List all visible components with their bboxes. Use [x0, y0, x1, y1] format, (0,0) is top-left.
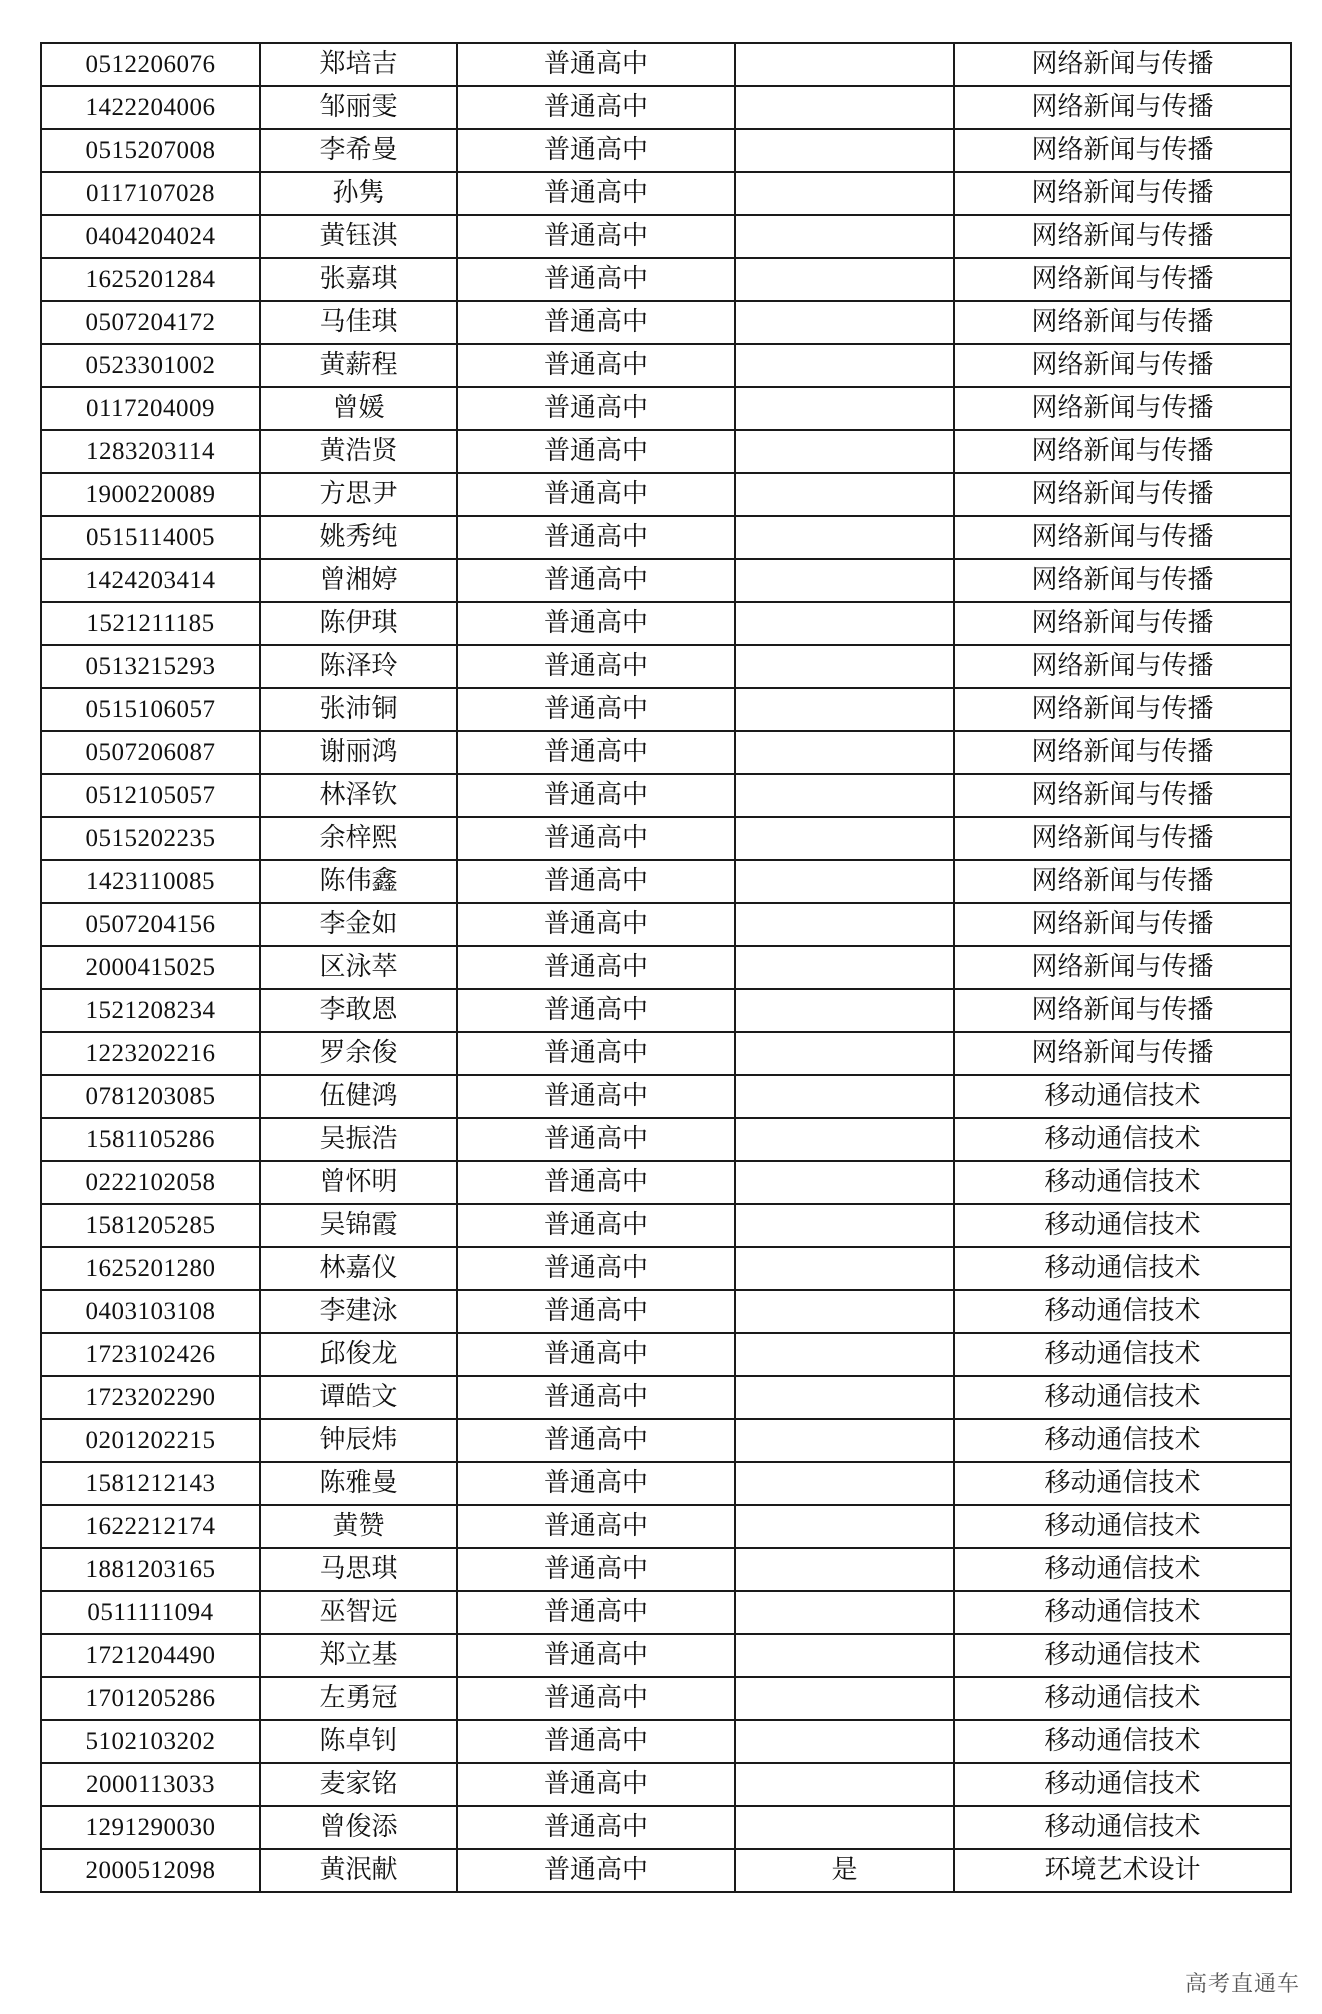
- major-cell: 网络新闻与传播: [954, 473, 1291, 516]
- school-type-cell: 普通高中: [457, 1333, 735, 1376]
- flag-cell: [735, 559, 954, 602]
- exam-number-cell: 2000415025: [41, 946, 260, 989]
- major-cell: 移动通信技术: [954, 1763, 1291, 1806]
- school-type-cell: 普通高中: [457, 473, 735, 516]
- exam-number-cell: 0512206076: [41, 43, 260, 86]
- exam-number-cell: 1423110085: [41, 860, 260, 903]
- table-row: [41, 129, 1291, 172]
- table-row: [41, 645, 1291, 688]
- exam-number-cell: 2000512098: [41, 1849, 260, 1892]
- table-row: [41, 559, 1291, 602]
- student-name-cell: 陈卓钊: [260, 1720, 457, 1763]
- school-type-cell: 普通高中: [457, 1505, 735, 1548]
- flag-cell: [735, 1032, 954, 1075]
- school-type-cell: 普通高中: [457, 731, 735, 774]
- table-row: [41, 258, 1291, 301]
- table-row: [41, 516, 1291, 559]
- exam-number-cell: 0511111094: [41, 1591, 260, 1634]
- table-row: [41, 1032, 1291, 1075]
- student-name-cell: 郑培吉: [260, 43, 457, 86]
- major-cell: 网络新闻与传播: [954, 989, 1291, 1032]
- flag-cell: [735, 602, 954, 645]
- student-name-cell: 巫智远: [260, 1591, 457, 1634]
- table-row: [41, 344, 1291, 387]
- flag-cell: [735, 387, 954, 430]
- school-type-cell: 普通高中: [457, 1032, 735, 1075]
- school-type-cell: 普通高中: [457, 645, 735, 688]
- school-type-cell: 普通高中: [457, 1204, 735, 1247]
- flag-cell: [735, 1419, 954, 1462]
- exam-number-cell: 1625201280: [41, 1247, 260, 1290]
- student-name-cell: 姚秀纯: [260, 516, 457, 559]
- major-cell: 网络新闻与传播: [954, 774, 1291, 817]
- exam-number-cell: 1723202290: [41, 1376, 260, 1419]
- school-type-cell: 普通高中: [457, 1591, 735, 1634]
- major-cell: 网络新闻与传播: [954, 946, 1291, 989]
- table-row: [41, 1247, 1291, 1290]
- table-row: [41, 215, 1291, 258]
- table-row: [41, 1763, 1291, 1806]
- school-type-cell: 普通高中: [457, 86, 735, 129]
- flag-cell: [735, 430, 954, 473]
- flag-cell: [735, 1333, 954, 1376]
- flag-cell: [735, 1247, 954, 1290]
- table-row: [41, 1548, 1291, 1591]
- table-row: [41, 473, 1291, 516]
- flag-cell: [735, 946, 954, 989]
- table-row: [41, 172, 1291, 215]
- flag-cell: [735, 817, 954, 860]
- major-cell: 网络新闻与传播: [954, 559, 1291, 602]
- flag-cell: 是: [735, 1849, 954, 1892]
- flag-cell: [735, 645, 954, 688]
- school-type-cell: 普通高中: [457, 946, 735, 989]
- major-cell: 移动通信技术: [954, 1204, 1291, 1247]
- table-row: [41, 989, 1291, 1032]
- exam-number-cell: 1581105286: [41, 1118, 260, 1161]
- student-name-cell: 曾怀明: [260, 1161, 457, 1204]
- flag-cell: [735, 473, 954, 516]
- student-name-cell: 陈伊琪: [260, 602, 457, 645]
- school-type-cell: 普通高中: [457, 602, 735, 645]
- table-row: [41, 1204, 1291, 1247]
- major-cell: 网络新闻与传播: [954, 172, 1291, 215]
- student-name-cell: 陈伟鑫: [260, 860, 457, 903]
- major-cell: 网络新闻与传播: [954, 516, 1291, 559]
- major-cell: 网络新闻与传播: [954, 301, 1291, 344]
- exam-number-cell: 0515114005: [41, 516, 260, 559]
- table-row: [41, 688, 1291, 731]
- major-cell: 网络新闻与传播: [954, 602, 1291, 645]
- table-row: [41, 1591, 1291, 1634]
- major-cell: 网络新闻与传播: [954, 903, 1291, 946]
- flag-cell: [735, 1763, 954, 1806]
- table-row: [41, 1161, 1291, 1204]
- student-name-cell: 张沛铜: [260, 688, 457, 731]
- flag-cell: [735, 1376, 954, 1419]
- flag-cell: [735, 1118, 954, 1161]
- major-cell: 网络新闻与传播: [954, 1032, 1291, 1075]
- flag-cell: [735, 731, 954, 774]
- school-type-cell: 普通高中: [457, 1247, 735, 1290]
- student-name-cell: 黄钰淇: [260, 215, 457, 258]
- school-type-cell: 普通高中: [457, 215, 735, 258]
- table-row: [41, 430, 1291, 473]
- major-cell: 移动通信技术: [954, 1247, 1291, 1290]
- major-cell: 网络新闻与传播: [954, 86, 1291, 129]
- school-type-cell: 普通高中: [457, 1376, 735, 1419]
- exam-number-cell: 2000113033: [41, 1763, 260, 1806]
- exam-number-cell: 1521208234: [41, 989, 260, 1032]
- table-row: [41, 817, 1291, 860]
- student-name-cell: 区泳萃: [260, 946, 457, 989]
- exam-number-cell: 0515202235: [41, 817, 260, 860]
- exam-number-cell: 1581212143: [41, 1462, 260, 1505]
- exam-number-cell: 0222102058: [41, 1161, 260, 1204]
- major-cell: 网络新闻与传播: [954, 43, 1291, 86]
- watermark-text: 高考直通车: [1184, 1972, 1300, 1997]
- exam-number-cell: 0515106057: [41, 688, 260, 731]
- student-name-cell: 谭皓文: [260, 1376, 457, 1419]
- exam-number-cell: 1900220089: [41, 473, 260, 516]
- school-type-cell: 普通高中: [457, 1419, 735, 1462]
- table-row: [41, 1333, 1291, 1376]
- exam-number-cell: 1521211185: [41, 602, 260, 645]
- major-cell: 移动通信技术: [954, 1376, 1291, 1419]
- major-cell: 移动通信技术: [954, 1118, 1291, 1161]
- flag-cell: [735, 86, 954, 129]
- table-row: [41, 774, 1291, 817]
- major-cell: 环境艺术设计: [954, 1849, 1291, 1892]
- major-cell: 移动通信技术: [954, 1806, 1291, 1849]
- exam-number-cell: 0512105057: [41, 774, 260, 817]
- table-row: [41, 86, 1291, 129]
- student-name-cell: 余梓熙: [260, 817, 457, 860]
- major-cell: 移动通信技术: [954, 1634, 1291, 1677]
- table-row: [41, 1118, 1291, 1161]
- exam-number-cell: 0117107028: [41, 172, 260, 215]
- major-cell: 移动通信技术: [954, 1548, 1291, 1591]
- school-type-cell: 普通高中: [457, 817, 735, 860]
- flag-cell: [735, 1161, 954, 1204]
- student-name-cell: 吴振浩: [260, 1118, 457, 1161]
- exam-number-cell: 0201202215: [41, 1419, 260, 1462]
- student-name-cell: 曾媛: [260, 387, 457, 430]
- flag-cell: [735, 774, 954, 817]
- major-cell: 网络新闻与传播: [954, 129, 1291, 172]
- exam-number-cell: 1283203114: [41, 430, 260, 473]
- flag-cell: [735, 1720, 954, 1763]
- student-name-cell: 郑立基: [260, 1634, 457, 1677]
- school-type-cell: 普通高中: [457, 1118, 735, 1161]
- school-type-cell: 普通高中: [457, 559, 735, 602]
- school-type-cell: 普通高中: [457, 129, 735, 172]
- flag-cell: [735, 43, 954, 86]
- table-row: [41, 602, 1291, 645]
- table-row: [41, 1419, 1291, 1462]
- flag-cell: [735, 516, 954, 559]
- table-row: [41, 1376, 1291, 1419]
- school-type-cell: 普通高中: [457, 1075, 735, 1118]
- major-cell: 网络新闻与传播: [954, 817, 1291, 860]
- flag-cell: [735, 301, 954, 344]
- major-cell: 移动通信技术: [954, 1161, 1291, 1204]
- school-type-cell: 普通高中: [457, 1763, 735, 1806]
- major-cell: 移动通信技术: [954, 1290, 1291, 1333]
- major-cell: 网络新闻与传播: [954, 645, 1291, 688]
- major-cell: 移动通信技术: [954, 1075, 1291, 1118]
- student-name-cell: 伍健鸿: [260, 1075, 457, 1118]
- school-type-cell: 普通高中: [457, 387, 735, 430]
- exam-number-cell: 1881203165: [41, 1548, 260, 1591]
- exam-number-cell: 0507204172: [41, 301, 260, 344]
- school-type-cell: 普通高中: [457, 1548, 735, 1591]
- major-cell: 移动通信技术: [954, 1720, 1291, 1763]
- school-type-cell: 普通高中: [457, 1161, 735, 1204]
- table-row: [41, 1075, 1291, 1118]
- school-type-cell: 普通高中: [457, 430, 735, 473]
- flag-cell: [735, 1548, 954, 1591]
- table-row: [41, 387, 1291, 430]
- major-cell: 网络新闻与传播: [954, 387, 1291, 430]
- major-cell: 移动通信技术: [954, 1505, 1291, 1548]
- flag-cell: [735, 1591, 954, 1634]
- student-name-cell: 罗余俊: [260, 1032, 457, 1075]
- exam-number-cell: 0523301002: [41, 344, 260, 387]
- student-name-cell: 陈雅曼: [260, 1462, 457, 1505]
- exam-number-cell: 0404204024: [41, 215, 260, 258]
- table-row: [41, 1462, 1291, 1505]
- exam-number-cell: 0507204156: [41, 903, 260, 946]
- major-cell: 网络新闻与传播: [954, 731, 1291, 774]
- exam-number-cell: 1422204006: [41, 86, 260, 129]
- school-type-cell: 普通高中: [457, 516, 735, 559]
- school-type-cell: 普通高中: [457, 1677, 735, 1720]
- school-type-cell: 普通高中: [457, 344, 735, 387]
- student-name-cell: 林嘉仪: [260, 1247, 457, 1290]
- school-type-cell: 普通高中: [457, 172, 735, 215]
- flag-cell: [735, 989, 954, 1032]
- major-cell: 移动通信技术: [954, 1333, 1291, 1376]
- student-name-cell: 吴锦霞: [260, 1204, 457, 1247]
- flag-cell: [735, 258, 954, 301]
- flag-cell: [735, 1634, 954, 1677]
- major-cell: 网络新闻与传播: [954, 688, 1291, 731]
- major-cell: 网络新闻与传播: [954, 258, 1291, 301]
- table-row: [41, 731, 1291, 774]
- student-name-cell: 黄泯献: [260, 1849, 457, 1892]
- exam-number-cell: 0515207008: [41, 129, 260, 172]
- school-type-cell: 普通高中: [457, 301, 735, 344]
- student-name-cell: 钟辰炜: [260, 1419, 457, 1462]
- exam-number-cell: 1223202216: [41, 1032, 260, 1075]
- student-name-cell: 黄薪程: [260, 344, 457, 387]
- student-name-cell: 李金如: [260, 903, 457, 946]
- student-name-cell: 孙隽: [260, 172, 457, 215]
- flag-cell: [735, 1505, 954, 1548]
- major-cell: 移动通信技术: [954, 1677, 1291, 1720]
- major-cell: 移动通信技术: [954, 1419, 1291, 1462]
- school-type-cell: 普通高中: [457, 774, 735, 817]
- school-type-cell: 普通高中: [457, 1462, 735, 1505]
- student-name-cell: 马佳琪: [260, 301, 457, 344]
- student-name-cell: 黄赞: [260, 1505, 457, 1548]
- major-cell: 网络新闻与传播: [954, 344, 1291, 387]
- flag-cell: [735, 1204, 954, 1247]
- student-name-cell: 李敢恩: [260, 989, 457, 1032]
- student-name-cell: 马思琪: [260, 1548, 457, 1591]
- exam-number-cell: 1721204490: [41, 1634, 260, 1677]
- school-type-cell: 普通高中: [457, 1849, 735, 1892]
- table-row: [41, 301, 1291, 344]
- student-name-cell: 左勇冠: [260, 1677, 457, 1720]
- school-type-cell: 普通高中: [457, 903, 735, 946]
- table-row: [41, 43, 1291, 86]
- exam-number-cell: 1701205286: [41, 1677, 260, 1720]
- exam-number-cell: 1625201284: [41, 258, 260, 301]
- flag-cell: [735, 1677, 954, 1720]
- school-type-cell: 普通高中: [457, 989, 735, 1032]
- school-type-cell: 普通高中: [457, 258, 735, 301]
- flag-cell: [735, 1075, 954, 1118]
- exam-number-cell: 5102103202: [41, 1720, 260, 1763]
- flag-cell: [735, 172, 954, 215]
- student-name-cell: 邱俊龙: [260, 1333, 457, 1376]
- major-cell: 移动通信技术: [954, 1591, 1291, 1634]
- major-cell: 网络新闻与传播: [954, 430, 1291, 473]
- student-name-cell: 曾湘婷: [260, 559, 457, 602]
- flag-cell: [735, 215, 954, 258]
- student-name-cell: 李希曼: [260, 129, 457, 172]
- flag-cell: [735, 344, 954, 387]
- student-name-cell: 黄浩贤: [260, 430, 457, 473]
- student-name-cell: 谢丽鸿: [260, 731, 457, 774]
- table-row: [41, 1677, 1291, 1720]
- roster-body: [41, 43, 1291, 1892]
- school-type-cell: 普通高中: [457, 1806, 735, 1849]
- school-type-cell: 普通高中: [457, 43, 735, 86]
- school-type-cell: 普通高中: [457, 1634, 735, 1677]
- flag-cell: [735, 129, 954, 172]
- exam-number-cell: 0513215293: [41, 645, 260, 688]
- flag-cell: [735, 1806, 954, 1849]
- student-name-cell: 方思尹: [260, 473, 457, 516]
- exam-number-cell: 0117204009: [41, 387, 260, 430]
- school-type-cell: 普通高中: [457, 860, 735, 903]
- table-row: [41, 1290, 1291, 1333]
- table-row: [41, 903, 1291, 946]
- flag-cell: [735, 903, 954, 946]
- admission-roster-table: [40, 42, 1292, 1893]
- major-cell: 移动通信技术: [954, 1462, 1291, 1505]
- exam-number-cell: 1581205285: [41, 1204, 260, 1247]
- flag-cell: [735, 688, 954, 731]
- exam-number-cell: 1723102426: [41, 1333, 260, 1376]
- flag-cell: [735, 1290, 954, 1333]
- school-type-cell: 普通高中: [457, 1290, 735, 1333]
- table-row: [41, 1806, 1291, 1849]
- table-row: [41, 946, 1291, 989]
- exam-number-cell: 0507206087: [41, 731, 260, 774]
- major-cell: 网络新闻与传播: [954, 215, 1291, 258]
- student-name-cell: 邹丽雯: [260, 86, 457, 129]
- student-name-cell: 张嘉琪: [260, 258, 457, 301]
- exam-number-cell: 1291290030: [41, 1806, 260, 1849]
- student-name-cell: 陈泽玲: [260, 645, 457, 688]
- table-row: [41, 1849, 1291, 1892]
- school-type-cell: 普通高中: [457, 688, 735, 731]
- flag-cell: [735, 860, 954, 903]
- student-name-cell: 李建泳: [260, 1290, 457, 1333]
- table-row: [41, 1505, 1291, 1548]
- student-name-cell: 林泽钦: [260, 774, 457, 817]
- student-name-cell: 曾俊添: [260, 1806, 457, 1849]
- table-row: [41, 1634, 1291, 1677]
- exam-number-cell: 1424203414: [41, 559, 260, 602]
- student-name-cell: 麦家铭: [260, 1763, 457, 1806]
- flag-cell: [735, 1462, 954, 1505]
- exam-number-cell: 1622212174: [41, 1505, 260, 1548]
- major-cell: 网络新闻与传播: [954, 860, 1291, 903]
- table-row: [41, 1720, 1291, 1763]
- school-type-cell: 普通高中: [457, 1720, 735, 1763]
- roster-sheet: [40, 42, 1290, 1893]
- table-row: [41, 860, 1291, 903]
- exam-number-cell: 0781203085: [41, 1075, 260, 1118]
- exam-number-cell: 0403103108: [41, 1290, 260, 1333]
